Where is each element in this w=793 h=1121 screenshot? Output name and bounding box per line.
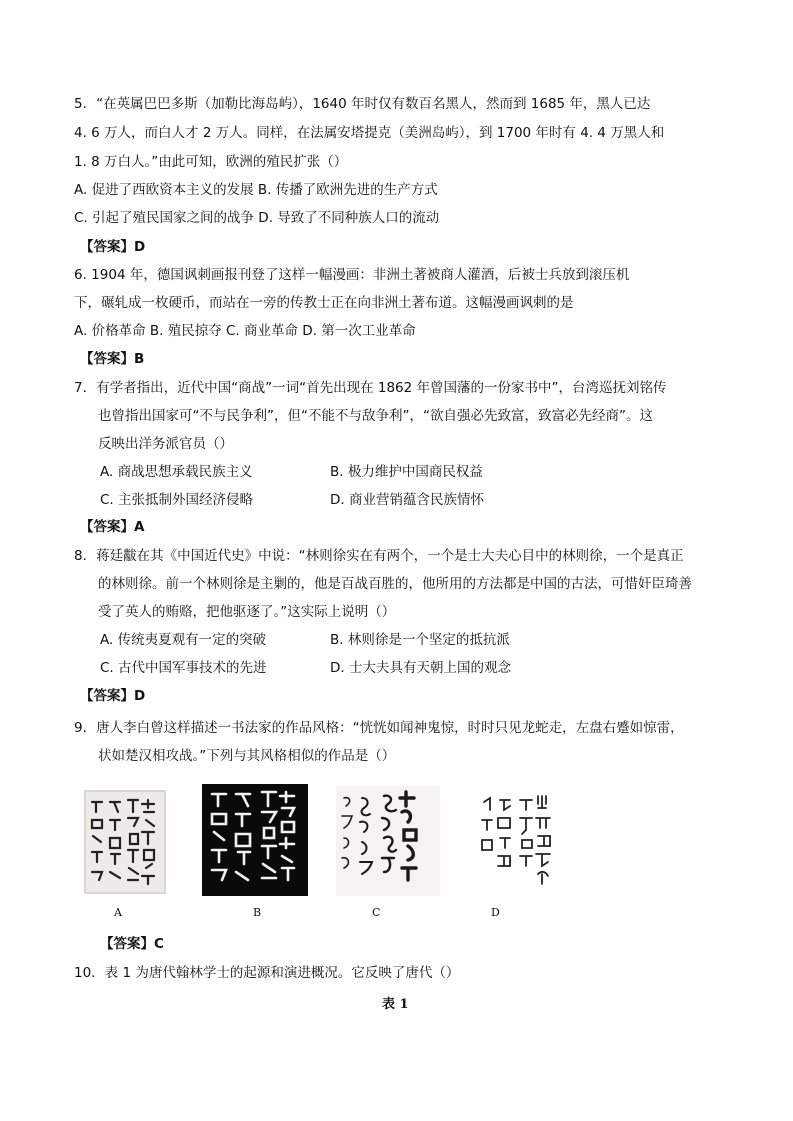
q6-line1: 6. 1904 年，德国讽刺画报刊登了这样一幅漫画：非洲土著被商人灌酒，后被士兵放到滚压机 [74, 267, 630, 283]
q5-line3: 1. 8 万白人。”由此可知，欧洲的殖民扩张（） [74, 154, 348, 170]
option-label-d: D [491, 906, 500, 919]
q8-line1: 8．蒋廷黻在其《中国近代史》中说：“林则徐实在有两个，一个是士大夫心目中的林则徐，一个是真正 [74, 548, 684, 564]
q5-answer: 【答案】D [80, 239, 146, 255]
table-caption: 表 1 [382, 997, 409, 1012]
q5-line1: 5．“在英属巴巴多斯（加勒比海岛屿），1640 年时仅有数百名黑人，然而到 1685 年，黑人已达 [74, 96, 651, 112]
option-label-c: C [372, 906, 381, 919]
q6-options: A. 价格革命 B. 殖民掠夺 C. 商业革命 D. 第一次工业革命 [74, 323, 416, 339]
q7-option-d: D. 商业营销蕴含民族情怀 [330, 492, 484, 508]
q7-option-a: A. 商战思想承载民族主义 [100, 464, 253, 480]
q8-answer: 【答案】D [80, 688, 146, 704]
calligraphy-image-a [84, 790, 166, 894]
q5-options-cd: C. 引起了殖民国家之间的战争 D. 导致了不同种族人口的流动 [74, 210, 440, 226]
q7-line3: 反映出洋务派官员（） [98, 436, 233, 452]
q9-line2: 状如楚汉相攻战。”下列与其风格相似的作品是（） [98, 748, 396, 764]
q9-answer: 【答案】C [100, 936, 164, 952]
calligraphy-image-d [478, 788, 570, 894]
q5-options-ab: A. 促进了西欧资本主义的发展 B. 传播了欧洲先进的生产方式 [74, 182, 438, 198]
q8-option-c: C. 古代中国军事技术的先进 [100, 660, 267, 676]
q7-option-b: B. 极力维护中国商民权益 [330, 464, 483, 480]
q5-line2: 4. 6 万人，而白人才 2 万人。同样，在法属安塔提克（美洲岛屿），到 1700 年时有 4. 4 万黑人和 [74, 125, 665, 141]
q7-option-c: C. 主张抵制外国经济侵略 [100, 492, 254, 508]
q8-line2: 的林则徐。前一个林则徐是主剿的，他是百战百胜的，他所用的方法都是中国的古法，可惜奸臣琦善 [98, 576, 692, 592]
q7-answer: 【答案】A [80, 519, 145, 535]
q8-option-a: A. 传统夷夏观有一定的突破 [100, 632, 267, 648]
q7-line2: 也曾指出国家可“不与民争利”，但“不能不与敌争利”，“欲自强必先致富，致富必先经商”。这 [98, 408, 653, 424]
q8-option-b: B. 林则徐是一个坚定的抵抗派 [330, 632, 510, 648]
q10-line1: 10．表 1 为唐代翰林学士的起源和演进概况。它反映了唐代（） [74, 965, 460, 981]
q8-line3: 受了英人的贿赂，把他驱逐了。”这实际上说明（） [98, 604, 396, 620]
q6-answer: 【答案】B [80, 351, 145, 367]
calligraphy-image-c [336, 786, 440, 896]
option-label-a: A [114, 906, 122, 919]
q6-line2: 下，碾轧成一枚硬币，而站在一旁的传教士正在向非洲土著布道。这幅漫画讽刺的是 [74, 295, 574, 311]
calligraphy-image-b [202, 784, 308, 896]
option-label-b: B [253, 906, 262, 919]
q7-line1: 7．有学者指出，近代中国“商战”一词“首先出现在 1862 年曾国藩的一份家书中”，台湾巡抚刘铭传 [74, 380, 667, 396]
q8-option-d: D. 士大夫具有天朝上国的观念 [330, 660, 511, 676]
q9-line1: 9．唐人李白曾这样描述一书法家的作品风格：“恍恍如闻神鬼惊，时时只见龙蛇走，左盘右蹙如惊雷， [74, 720, 684, 736]
